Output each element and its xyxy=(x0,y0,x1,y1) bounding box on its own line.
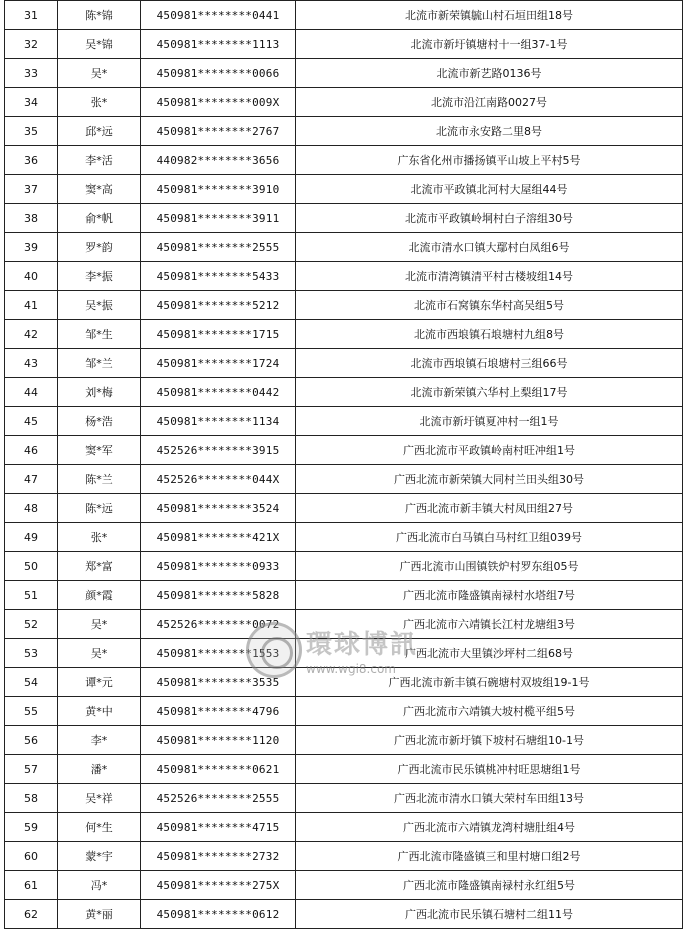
row-address: 北流市西埌镇石埌塘村三组66号 xyxy=(296,349,683,378)
row-name: 吴*锦 xyxy=(58,30,141,59)
row-number: 42 xyxy=(5,320,58,349)
row-name: 刘*梅 xyxy=(58,378,141,407)
table-row xyxy=(5,349,683,378)
table-row xyxy=(5,813,683,842)
row-number: 57 xyxy=(5,755,58,784)
row-id-number: 450981********0612 xyxy=(141,900,296,929)
row-name: 李*振 xyxy=(58,262,141,291)
row-name: 潘* xyxy=(58,755,141,784)
table-row xyxy=(5,117,683,146)
table-row xyxy=(5,668,683,697)
row-address: 广西北流市平政镇岭南村旺冲组1号 xyxy=(296,436,683,465)
table-row xyxy=(5,291,683,320)
table-row xyxy=(5,842,683,871)
row-number: 34 xyxy=(5,88,58,117)
row-id-number: 450981********2732 xyxy=(141,842,296,871)
row-id-number: 450981********3911 xyxy=(141,204,296,233)
row-name: 张* xyxy=(58,88,141,117)
row-name: 邱*远 xyxy=(58,117,141,146)
row-address: 北流市清湾镇清平村古楼坡组14号 xyxy=(296,262,683,291)
row-id-number: 450981********1120 xyxy=(141,726,296,755)
row-id-number: 450981********421X xyxy=(141,523,296,552)
table-row xyxy=(5,175,683,204)
row-id-number: 450981********1724 xyxy=(141,349,296,378)
row-address: 广西北流市民乐镇石塘村二组11号 xyxy=(296,900,683,929)
row-name: 吴* xyxy=(58,59,141,88)
row-number: 41 xyxy=(5,291,58,320)
row-number: 40 xyxy=(5,262,58,291)
row-id-number: 450981********2767 xyxy=(141,117,296,146)
row-address: 广东省化州市播扬镇平山坡上平村5号 xyxy=(296,146,683,175)
table-row xyxy=(5,871,683,900)
row-id-number: 450981********2555 xyxy=(141,233,296,262)
row-address: 北流市新圩镇塘村十一组37-1号 xyxy=(296,30,683,59)
table-row xyxy=(5,320,683,349)
row-number: 56 xyxy=(5,726,58,755)
row-id-number: 450981********5828 xyxy=(141,581,296,610)
row-id-number: 450981********0621 xyxy=(141,755,296,784)
row-address: 北流市新荣镇六华村上梨组17号 xyxy=(296,378,683,407)
table-row xyxy=(5,726,683,755)
row-number: 36 xyxy=(5,146,58,175)
row-number: 32 xyxy=(5,30,58,59)
row-name: 陈*锦 xyxy=(58,1,141,30)
table-row xyxy=(5,1,683,30)
row-number: 38 xyxy=(5,204,58,233)
row-address: 北流市西埌镇石埌塘村九组8号 xyxy=(296,320,683,349)
row-number: 58 xyxy=(5,784,58,813)
row-address: 广西北流市六靖镇大坡村榄平组5号 xyxy=(296,697,683,726)
row-id-number: 450981********4715 xyxy=(141,813,296,842)
row-number: 48 xyxy=(5,494,58,523)
table-row xyxy=(5,755,683,784)
row-address: 北流市永安路二里8号 xyxy=(296,117,683,146)
roster-body xyxy=(5,1,683,929)
row-id-number: 450981********3910 xyxy=(141,175,296,204)
table-row xyxy=(5,30,683,59)
row-id-number: 452526********3915 xyxy=(141,436,296,465)
row-number: 49 xyxy=(5,523,58,552)
row-name: 蒙*宇 xyxy=(58,842,141,871)
row-number: 31 xyxy=(5,1,58,30)
row-id-number: 450981********1715 xyxy=(141,320,296,349)
roster-table xyxy=(4,0,683,929)
row-id-number: 452526********044X xyxy=(141,465,296,494)
row-name: 谭*元 xyxy=(58,668,141,697)
row-name: 黄*丽 xyxy=(58,900,141,929)
row-name: 陈*兰 xyxy=(58,465,141,494)
row-number: 50 xyxy=(5,552,58,581)
table-row xyxy=(5,639,683,668)
table-row xyxy=(5,581,683,610)
row-number: 37 xyxy=(5,175,58,204)
row-address: 北流市新圩镇夏冲村一组1号 xyxy=(296,407,683,436)
row-id-number: 450981********0441 xyxy=(141,1,296,30)
row-address: 北流市沿江南路0027号 xyxy=(296,88,683,117)
row-name: 杨*浩 xyxy=(58,407,141,436)
table-row xyxy=(5,146,683,175)
row-id-number: 450981********5212 xyxy=(141,291,296,320)
table-row xyxy=(5,378,683,407)
row-id-number: 440982********3656 xyxy=(141,146,296,175)
row-number: 61 xyxy=(5,871,58,900)
row-id-number: 450981********4796 xyxy=(141,697,296,726)
table-row xyxy=(5,697,683,726)
row-name: 窦*高 xyxy=(58,175,141,204)
row-number: 55 xyxy=(5,697,58,726)
row-address: 广西北流市大里镇沙坪村二组68号 xyxy=(296,639,683,668)
table-row xyxy=(5,465,683,494)
table-row xyxy=(5,407,683,436)
row-number: 47 xyxy=(5,465,58,494)
row-id-number: 450981********0933 xyxy=(141,552,296,581)
row-number: 33 xyxy=(5,59,58,88)
row-address: 广西北流市新丰镇石碗塘村双坡组19-1号 xyxy=(296,668,683,697)
table-row xyxy=(5,494,683,523)
row-number: 52 xyxy=(5,610,58,639)
table-row xyxy=(5,552,683,581)
row-address: 广西北流市六靖镇长江村龙塘组3号 xyxy=(296,610,683,639)
row-id-number: 450981********275X xyxy=(141,871,296,900)
row-name: 颜*霞 xyxy=(58,581,141,610)
row-name: 郑*富 xyxy=(58,552,141,581)
row-id-number: 452526********2555 xyxy=(141,784,296,813)
row-number: 45 xyxy=(5,407,58,436)
row-address: 广西北流市新圩镇下坡村石塘组10-1号 xyxy=(296,726,683,755)
row-address: 北流市新荣镇毓山村石垣田组18号 xyxy=(296,1,683,30)
row-address: 广西北流市隆盛镇南禄村永红组5号 xyxy=(296,871,683,900)
row-number: 51 xyxy=(5,581,58,610)
row-number: 62 xyxy=(5,900,58,929)
row-address: 北流市清水口镇大鄢村白凤组6号 xyxy=(296,233,683,262)
row-number: 46 xyxy=(5,436,58,465)
row-name: 罗*韵 xyxy=(58,233,141,262)
row-id-number: 450981********0066 xyxy=(141,59,296,88)
row-id-number: 450981********009X xyxy=(141,88,296,117)
row-address: 广西北流市清水口镇大荣村车田组13号 xyxy=(296,784,683,813)
row-id-number: 450981********1134 xyxy=(141,407,296,436)
row-name: 吴*祥 xyxy=(58,784,141,813)
table-row xyxy=(5,436,683,465)
table-row xyxy=(5,88,683,117)
row-id-number: 450981********3524 xyxy=(141,494,296,523)
row-name: 吴* xyxy=(58,610,141,639)
row-name: 吴*振 xyxy=(58,291,141,320)
row-number: 59 xyxy=(5,813,58,842)
row-number: 44 xyxy=(5,378,58,407)
row-address: 北流市新艺路0136号 xyxy=(296,59,683,88)
row-name: 俞*帆 xyxy=(58,204,141,233)
table-row xyxy=(5,610,683,639)
row-address: 北流市平政镇北河村大屋组44号 xyxy=(296,175,683,204)
row-address: 北流市平政镇岭垌村白子溶组30号 xyxy=(296,204,683,233)
row-name: 何*生 xyxy=(58,813,141,842)
row-address: 广西北流市白马镇白马村红卫组039号 xyxy=(296,523,683,552)
row-address: 广西北流市新荣镇大同村兰田头组30号 xyxy=(296,465,683,494)
table-row xyxy=(5,784,683,813)
row-address: 广西北流市隆盛镇三和里村塘口组2号 xyxy=(296,842,683,871)
row-name: 邹*生 xyxy=(58,320,141,349)
row-name: 陈*远 xyxy=(58,494,141,523)
table-row xyxy=(5,204,683,233)
row-number: 60 xyxy=(5,842,58,871)
row-address: 广西北流市新丰镇大村凤田组27号 xyxy=(296,494,683,523)
row-address: 广西北流市民乐镇桃冲村旺思塘组1号 xyxy=(296,755,683,784)
row-name: 吴* xyxy=(58,639,141,668)
row-id-number: 450981********5433 xyxy=(141,262,296,291)
watermark-site-name: 環球博訊 xyxy=(306,630,419,660)
row-name: 窦*军 xyxy=(58,436,141,465)
row-number: 35 xyxy=(5,117,58,146)
table-row xyxy=(5,233,683,262)
table-row xyxy=(5,59,683,88)
row-id-number: 452526********0072 xyxy=(141,610,296,639)
row-number: 53 xyxy=(5,639,58,668)
row-name: 李* xyxy=(58,726,141,755)
table-row xyxy=(5,523,683,552)
row-name: 黄*中 xyxy=(58,697,141,726)
row-id-number: 450981********1553 xyxy=(141,639,296,668)
row-id-number: 450981********0442 xyxy=(141,378,296,407)
row-name: 冯* xyxy=(58,871,141,900)
row-number: 54 xyxy=(5,668,58,697)
row-address: 广西北流市山围镇铁炉村罗东组05号 xyxy=(296,552,683,581)
row-address: 广西北流市六靖镇龙湾村塘肚组4号 xyxy=(296,813,683,842)
row-number: 39 xyxy=(5,233,58,262)
row-number: 43 xyxy=(5,349,58,378)
row-name: 李*活 xyxy=(58,146,141,175)
row-name: 张* xyxy=(58,523,141,552)
row-name: 邹*兰 xyxy=(58,349,141,378)
row-id-number: 450981********3535 xyxy=(141,668,296,697)
row-id-number: 450981********1113 xyxy=(141,30,296,59)
table-row xyxy=(5,900,683,929)
row-address: 广西北流市隆盛镇南禄村水塔组7号 xyxy=(296,581,683,610)
row-address: 北流市石窝镇东华村高吴组5号 xyxy=(296,291,683,320)
watermark-url: www.wgi8.com xyxy=(306,662,396,676)
table-row xyxy=(5,262,683,291)
